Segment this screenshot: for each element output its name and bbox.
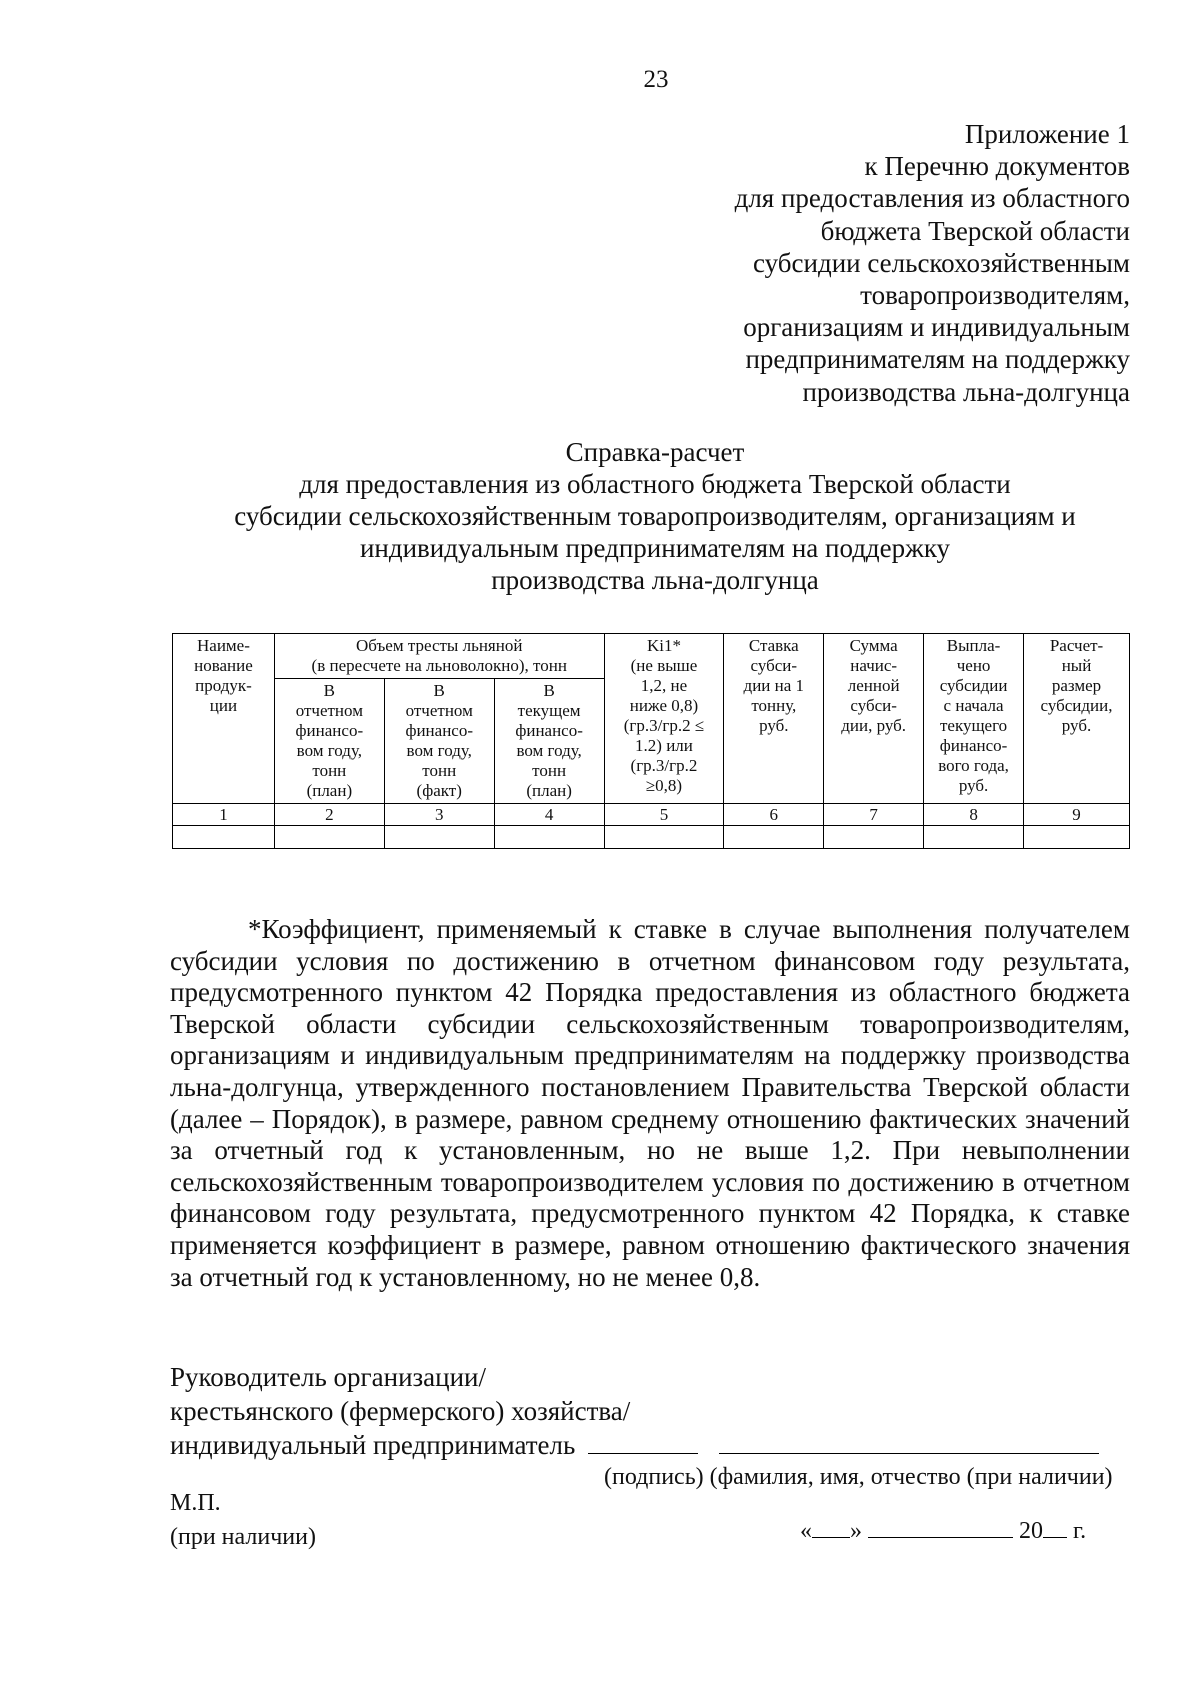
- header-rate: Ставка субси- дии на 1 тонну, руб.: [724, 634, 824, 804]
- calculation-table: [172, 633, 1130, 849]
- empty-cell: [824, 826, 924, 849]
- title-heading: Справка-расчет: [565, 437, 745, 467]
- column-number: 9: [1024, 804, 1130, 826]
- column-numbers-row: [173, 804, 1130, 826]
- header-volume-fact-reporting: В отчетном финансо- вом году, тонн (факт): [384, 679, 494, 804]
- header-calculated-subsidy: Расчет- ный размер субсидии, руб.: [1024, 634, 1130, 804]
- header-accrued-sum: Сумма начис- ленной субси- дии, руб.: [824, 634, 924, 804]
- appendix-line: бюджета Тверской области: [820, 215, 1130, 246]
- appendix-line: Приложение 1: [964, 119, 1130, 149]
- footnote-text: *Коэффициент, применяемый к ставке в случае выполнения получателем субсидии условия по достижению в отчетном финансовом году результата, предусмотренного пунктом 42 Порядка предоставления из областного бюджета Тверской области субсидии сельскохозяйственным товаропроизводителям, организациям и индивидуальным предпринимателям на поддержку производства льна-долгунца, утвержденного постановлением Правительства Тверской области (далее – Порядок), в размере, равном среднему отношению фактических значений за отчетный год к установленным, но не выше 1,2. При невыполнении сельскохозяйственным товаропроизводителем условия по достижению в отчетном финансовом году результата, предусмотренного пунктом 42 Порядка, к ставке применяется коэффициент в размере, равном отношению фактического значения за отчетный год к установленному, но не менее 0,8.: [170, 914, 1130, 1292]
- empty-cell: [1024, 826, 1130, 849]
- signature-role-text: индивидуальный предприниматель: [170, 1430, 576, 1460]
- appendix-line: к Перечню документов: [864, 151, 1130, 182]
- empty-cell: [604, 826, 724, 849]
- column-number: 6: [724, 804, 824, 826]
- column-number: 3: [384, 804, 494, 826]
- document-title: [160, 436, 1150, 596]
- appendix-line: производства льна-долгунца: [802, 376, 1130, 407]
- header-coefficient: Ki1* (не выше 1,2, не ниже 0,8) (гр.3/гр.2 ≤ 1.2) или (гр.3/гр.2 ≥0,8): [604, 634, 724, 804]
- appendix-line: организациям и индивидуальным: [743, 312, 1130, 343]
- signature-role-line1: Руководитель организации/: [170, 1362, 487, 1392]
- appendix-line: для предоставления из областного: [734, 183, 1130, 214]
- empty-cell: [384, 826, 494, 849]
- empty-data-row: [173, 826, 1130, 849]
- header-product-name: Наиме- нование продук- ции: [173, 634, 275, 804]
- empty-cell: [724, 826, 824, 849]
- empty-cell: [494, 826, 604, 849]
- column-number: 8: [924, 804, 1024, 826]
- appendix-header: [610, 118, 1130, 408]
- date-field: « » 20 г.: [800, 1518, 1087, 1544]
- signature-role-line2: крестьянского (фермерского) хозяйства/: [170, 1396, 631, 1426]
- stamp-place: [170, 1486, 316, 1554]
- title-line: индивидуальным предпринимателям на поддержку: [359, 533, 951, 563]
- signature-caption: (подпись) (фамилия, имя, отчество (при наличии): [604, 1464, 1113, 1490]
- title-line: производства льна-долгунца: [491, 565, 819, 595]
- header-paid-subsidy: Выпла- чено субсидии с начала текущего финансо- вого года, руб.: [924, 634, 1024, 804]
- page-number: 23: [643, 66, 669, 93]
- year-line: [1043, 1519, 1067, 1538]
- empty-cell: [274, 826, 384, 849]
- appendix-line: товаропроизводителям,: [860, 280, 1130, 311]
- appendix-line: предпринимателям на поддержку: [745, 344, 1130, 375]
- appendix-line: субсидии сельскохозяйственным: [753, 247, 1130, 278]
- column-number: 1: [173, 804, 275, 826]
- header-volume-plan-reporting: В отчетном финансо- вом году, тонн (план): [274, 679, 384, 804]
- title-line: для предоставления из областного бюджета Тверской области: [299, 469, 1011, 499]
- empty-cell: [924, 826, 1024, 849]
- header-volume-group: Объем тресты льняной (в пересчете на льноволокно), тонн: [274, 634, 604, 679]
- day-line: [812, 1519, 850, 1538]
- signature-line: [588, 1431, 698, 1454]
- column-number: 2: [274, 804, 384, 826]
- coefficient-footnote: [170, 914, 1130, 1293]
- column-number: 7: [824, 804, 924, 826]
- stamp-note: (при наличии): [170, 1524, 316, 1550]
- month-line: [868, 1519, 1013, 1538]
- signature-role-line3: [170, 1428, 1099, 1462]
- column-number: 4: [494, 804, 604, 826]
- empty-cell: [173, 826, 275, 849]
- full-name-line: [719, 1431, 1099, 1454]
- stamp-label: М.П.: [170, 1490, 221, 1516]
- title-line: субсидии сельскохозяйственным товаропроизводителям, организациям и: [234, 501, 1076, 531]
- header-volume-plan-current: В текущем финансо- вом году, тонн (план): [494, 679, 604, 804]
- column-number: 5: [604, 804, 724, 826]
